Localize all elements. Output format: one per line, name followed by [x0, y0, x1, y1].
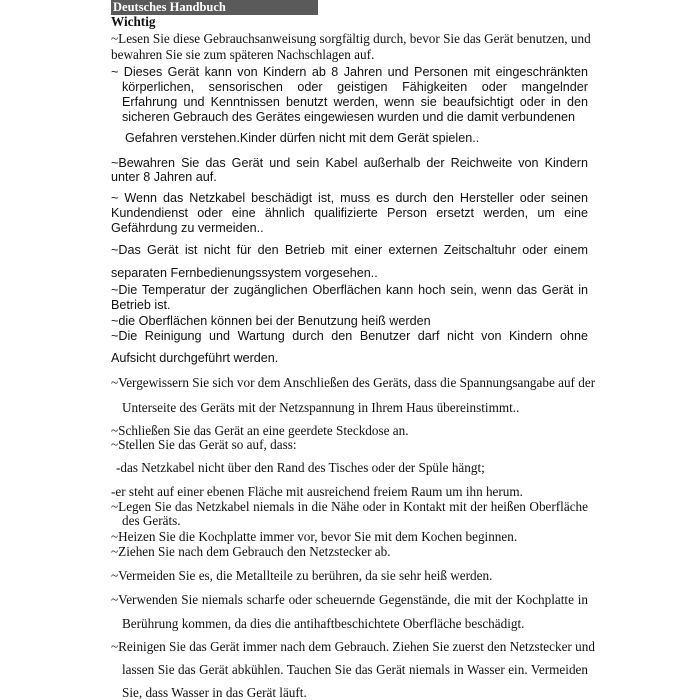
text-line: -das Netzkabel nicht über den Rand des Tisches oder der Spüle hängt; — [116, 460, 485, 475]
text-line: ~Lesen Sie diese Gebrauchsanweisung sorgfältig durch, bevor Sie das Gerät benutzen, und — [111, 31, 591, 46]
text-line: ~ Wenn das Netzkabel beschädigt ist, muss es durch den Hersteller oder seinen — [111, 191, 588, 205]
text-line: Betrieb ist. — [111, 298, 171, 312]
text-line: Gefährdung zu vermeiden.. — [111, 221, 264, 235]
text-line: Gefahren verstehen.Kinder dürfen nicht mit dem Gerät spielen.. — [125, 131, 480, 145]
text-line: Aufsicht durchgeführt werden. — [111, 351, 279, 365]
text-line: ~Vermeiden Sie es, die Metallteile zu berühren, da sie sehr heiß werden. — [111, 568, 493, 583]
text-line: ~Das Gerät ist nicht für den Betrieb mit einer externen Zeitschaltuhr oder einem — [111, 243, 588, 257]
text-line: ~Schließen Sie das Gerät an eine geerdete Steckdose an. — [111, 423, 409, 438]
text-line: ~Stellen Sie das Gerät so auf, dass: — [111, 437, 297, 452]
text-line: -er steht auf einer ebenen Fläche mit ausreichend freiem Raum um ihn herum. — [111, 484, 523, 499]
text-line: des Geräts. — [122, 513, 181, 528]
text-line: ~ Dieses Gerät kann von Kindern ab 8 Jahren und Personen mit eingeschränkten — [111, 65, 588, 79]
text-line: ~Vergewissern Sie sich vor dem Anschließen des Geräts, dass die Spannungsangabe auf der — [111, 375, 596, 390]
text-line: ~Ziehen Sie nach dem Gebrauch den Netzstecker ab. — [111, 544, 391, 559]
text-line: Kundendienst oder eine ähnlich qualifizierte Person ersetzt werden, um eine — [111, 206, 588, 220]
text-line: ~Reinigen Sie das Gerät immer nach dem Gebrauch. Ziehen Sie zuerst den Netzstecker und — [111, 639, 595, 654]
section-header-label: Deutsches Handbuch — [113, 0, 226, 14]
text-line: ~die Oberflächen können bei der Benutzung heiß werden — [111, 314, 431, 328]
text-line: unter 8 Jahren auf. — [111, 170, 217, 184]
text-line: Sie, dass Wasser in das Gerät läuft. — [122, 685, 307, 700]
text-line: ~Die Temperatur der zugänglichen Oberflächen kann hoch sein, wenn das Gerät in — [111, 283, 588, 297]
text-line: Erfahrung und Kenntnissen benutzt werden, wenn sie beaufsichtigt oder in den — [122, 95, 588, 109]
text-line: Unterseite des Geräts mit der Netzspannung in Ihrem Haus übereinstimmt.. — [122, 400, 520, 415]
page-title: Wichtig — [111, 14, 156, 29]
section-header-bar — [111, 0, 318, 15]
text-line: lassen Sie das Gerät abkühlen. Tauchen Sie das Gerät niemals in Wasser ein. Vermeiden — [122, 662, 588, 677]
text-line: ~Heizen Sie die Kochplatte immer vor, bevor Sie mit dem Kochen beginnen. — [111, 529, 518, 544]
text-line: körperlichen, sensorischen oder geistigen Fähigkeiten oder mangelnder — [122, 80, 588, 94]
text-line: ~Bewahren Sie das Gerät und sein Kabel außerhalb der Reichweite von Kindern — [111, 156, 588, 170]
text-line: ~Die Reinigung und Wartung durch den Benutzer darf nicht von Kindern ohne — [111, 329, 588, 343]
text-line: ~Verwenden Sie niemals scharfe oder scheuernde Gegenstände, die mit der Kochplatte in — [111, 592, 588, 607]
text-line: Berührung kommen, da dies die antihaftbeschichtete Oberfläche beschädigt. — [122, 616, 525, 631]
text-line: separaten Fernbedienungssystem vorgesehen.. — [111, 266, 378, 280]
text-line: sicheren Gebrauch des Gerätes eingewiesen wurden und die damit verbundenen — [122, 110, 575, 124]
text-line: bewahren Sie sie zum späteren Nachschlagen auf. — [111, 47, 375, 62]
text-line: ~Legen Sie das Netzkabel niemals in die Nähe oder in Kontakt mit der heißen Oberfläche — [111, 499, 588, 514]
